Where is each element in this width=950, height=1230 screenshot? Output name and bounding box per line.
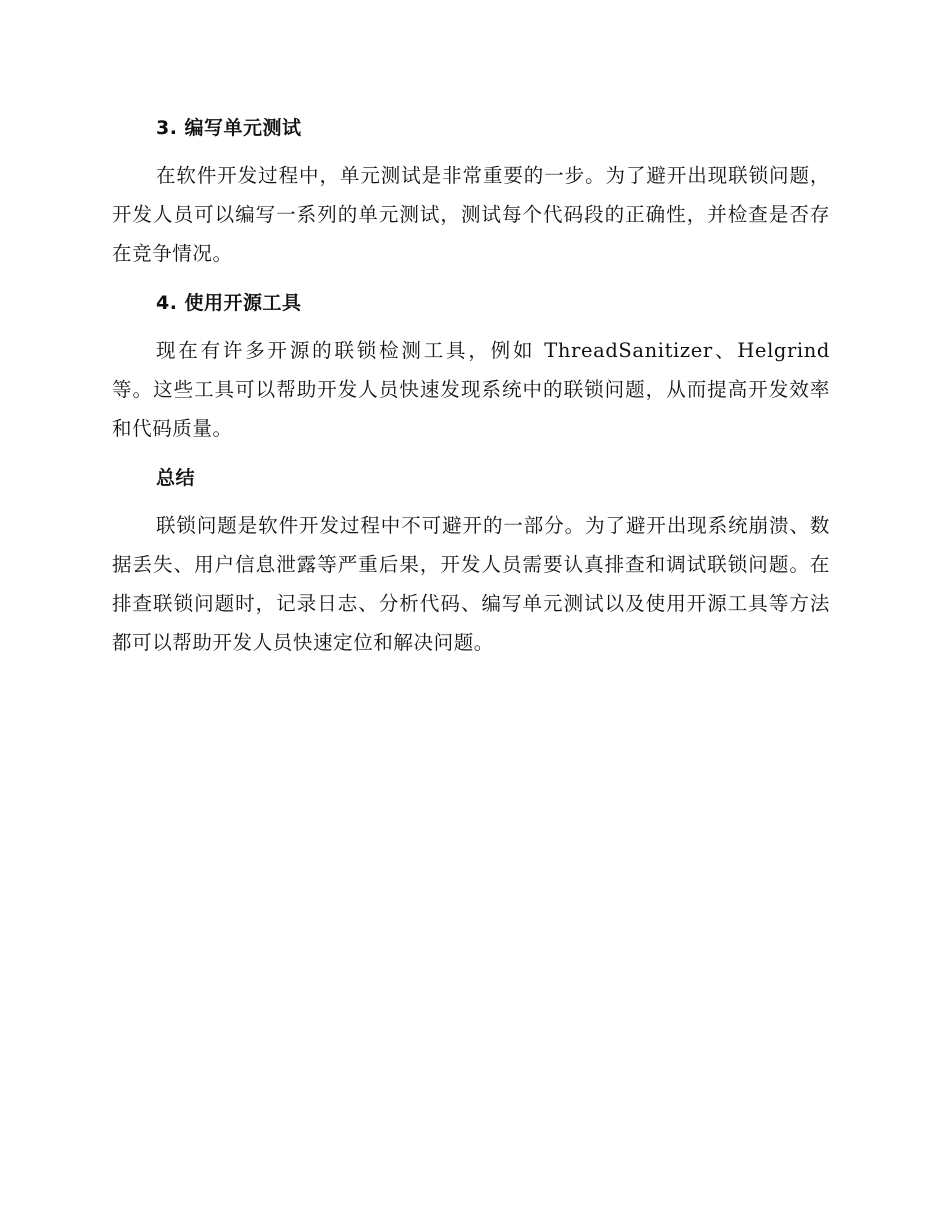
section-heading-open-source-tools: 4. 使用开源工具 bbox=[156, 292, 302, 314]
section-heading-summary: 总结 bbox=[156, 467, 196, 489]
section-paragraph-summary: 联锁问题是软件开发过程中不可避开的一部分。为了避开出现系统崩溃、数据丢失、用户信息泄露等严重后果，开发人员需要认真排查和调试联锁问题。在排查联锁问题时，记录日志、分析代码、编写单元测试以及使用开源工具等方法都可以帮助开发人员快速定位和解决问题。 bbox=[112, 514, 830, 654]
section-paragraph-unit-tests: 在软件开发过程中，单元测试是非常重要的一步。为了避开出现联锁问题，开发人员可以编写一系列的单元测试，测试每个代码段的正确性，并检查是否存在竞争情况。 bbox=[112, 164, 830, 265]
document-body bbox=[112, 110, 830, 674]
section-paragraph-open-source-tools: 现在有许多开源的联锁检测工具，例如 ThreadSanitizer、Helgrind 等。这些工具可以帮助开发人员快速发现系统中的联锁问题，从而提高开发效率和代码质量。 bbox=[112, 339, 830, 440]
section-heading-unit-tests: 3. 编写单元测试 bbox=[156, 117, 302, 139]
